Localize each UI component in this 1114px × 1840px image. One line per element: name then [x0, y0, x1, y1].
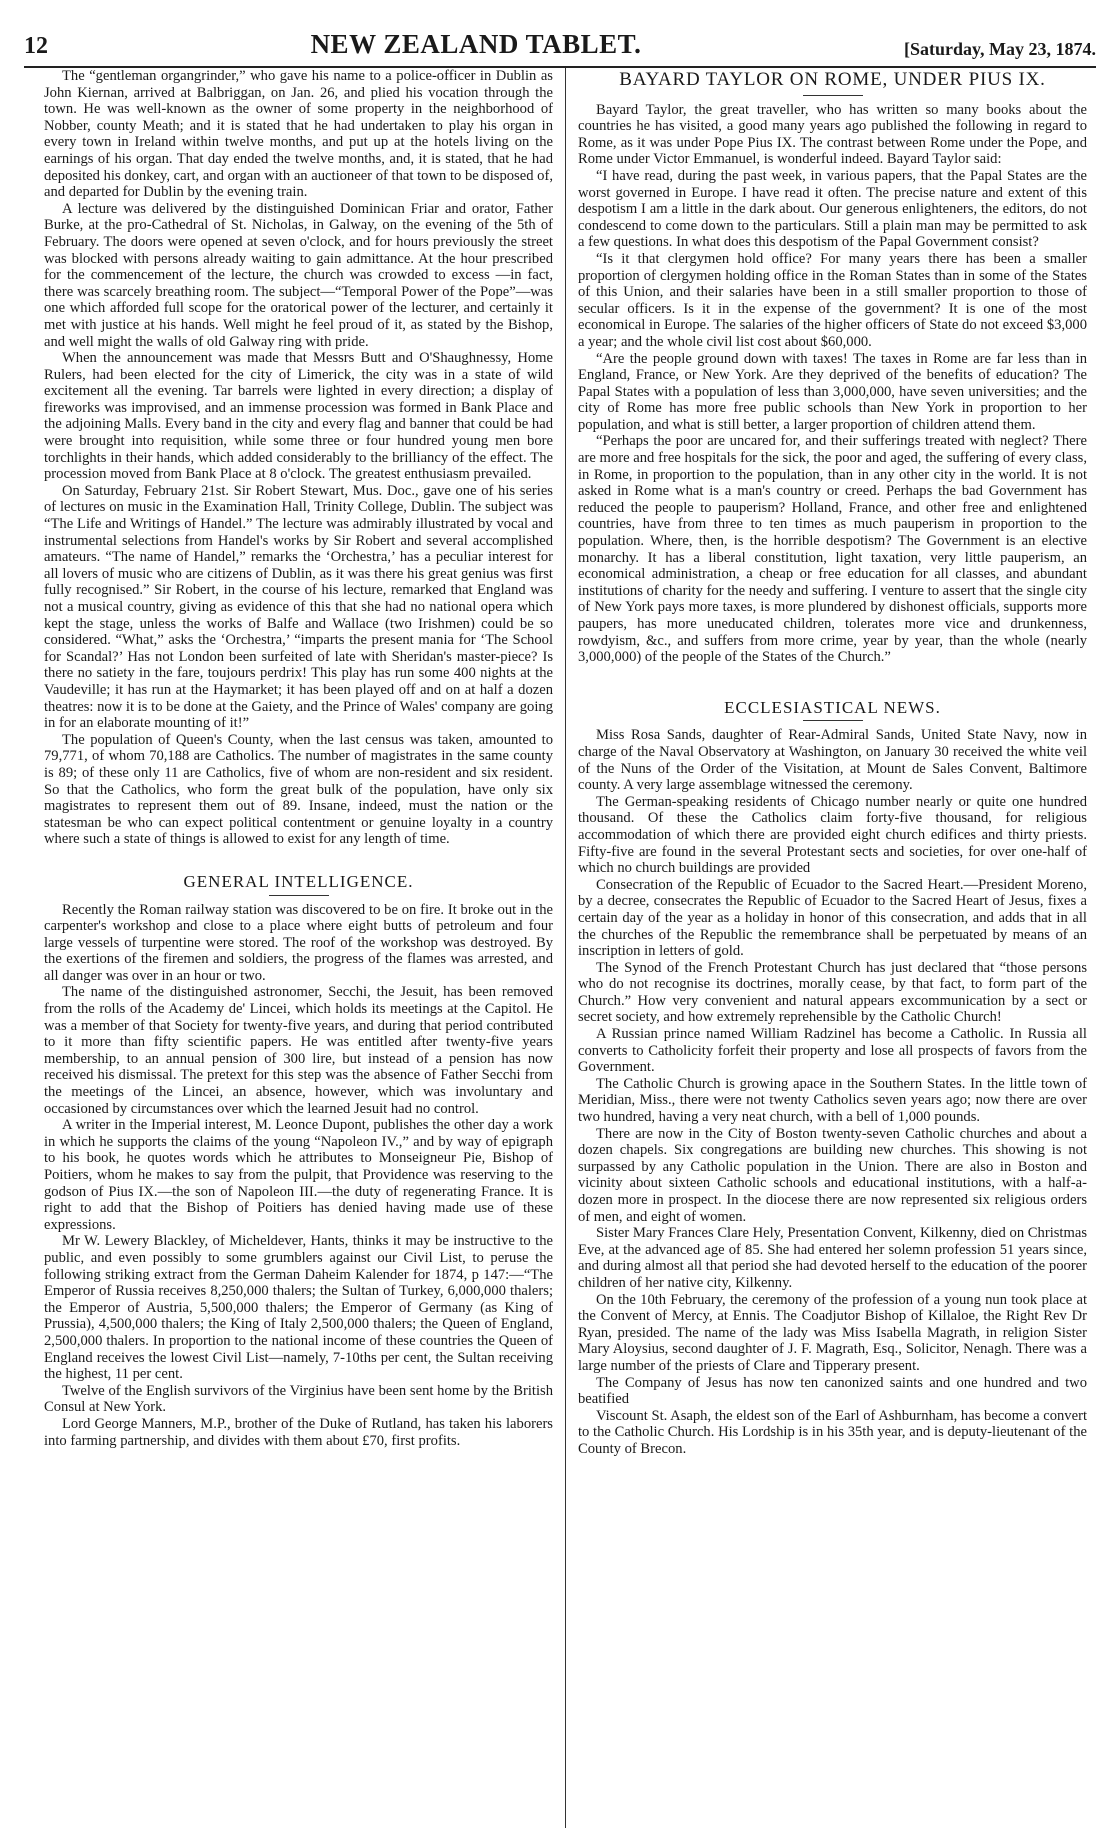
article-paragraph: Twelve of the English survivors of the Virginius have been sent home by the British Consul at New York. [44, 1382, 553, 1416]
article-paragraph: The Catholic Church is growing apace in the Southern States. In the little town of Meridian, Miss., there were not twenty Catholics seven years ago; now there are over two hundred, having a very neat church, with a bell of 1,000 pounds. [578, 1075, 1087, 1126]
masthead [24, 22, 1096, 68]
article-paragraph: “Perhaps the poor are uncared for, and their sufferings treated with neglect? There are more and free hospitals for the sick, the poor and aged, the suffering of every class, in Rome, in proportion to the population, than in any other city in the world. It is not asked in Rome what is a man's country or creed. Perhaps the bad Government has reduced the people to pauperism? Holland, France, and other free and enlightened countries, have from three to ten times as much pauperism in proportion to the population. Where, then, is the horrible despotism? The Government is an elective monarchy. It has a liberal constitution, light taxation, very little pauperism, an economical administration, a cheap or free education for all classes, and abundant institutions of charity for the needy and suffering. I venture to assert that the single city of New York pays more taxes, is more plundered by dishonest officials, supports more paupers, has more uneducated children, tolerates more vice and drunkenness, rowdyism, &c., and suffers from more crime, year by year, than the whole (nearly 3,000,000) of the people of the States of the Church.” [578, 433, 1087, 666]
issue-date: [Saturday, May 23, 1874. [903, 39, 1096, 59]
article-paragraph: The population of Queen's County, when the last census was taken, amounted to 79,771, of whom 70,188 are Catholics. The number of magistrates in the same county is 89; of these only 11 are Catholics, five of whom are non-resident and six resident. So that the Catholics, who form the great bulk of the population, have only six magistrates to represent them out of 89. Insane, indeed, must the nation or the statesman be who can expect political contentment or genuine loyalty in a country where such a state of things is allowed to exist for any length of time. [44, 731, 553, 848]
article-paragraph: On the 10th February, the ceremony of the profession of a young nun took place at the Convent of Mercy, at Ennis. The Coadjutor Bishop of Killaloe, the Right Rev Dr Ryan, presided. The name of the lady was Miss Isabella Magrath, in religion Sister Mary Aloysius, second daughter of J. F. Magrath, Esq., Solicitor, Nenagh. There was a large number of the priests of Clare and Tipperary present. [578, 1291, 1087, 1374]
article-paragraph: Bayard Taylor, the great traveller, who has written so many books about the countries he has visited, a good many years ago published the following in regard to Rome, as it was under Pope Pius IX. The contrast between Rome under the Pope, and Rome under Victor Emmanuel, is wonderful indeed. Bayard Taylor said: [578, 101, 1087, 168]
article-paragraph: A lecture was delivered by the distinguished Dominican Friar and orator, Father Burke, at the pro-Cathedral of St. Nicholas, in Galway, on the evening of the 5th of February. The doors were opened at seven o'clock, and for hours previously the street was blocked with persons already waiting to gain admittance. At the hour prescribed for the commencement of the lecture, the church was crowded to excess —in fact, there was scarcely breathing room. The subject—“Temporal Power of the Pope”—was one which afforded full scope for the oratorical power of the lecturer, and certainly it met with justice at his hands. Well might he feel proud of it, as stated by the Bishop, and well might the walls of old Galway ring with pride. [44, 200, 553, 350]
article-paragraph: When the announcement was made that Messrs Butt and O'Shaughnessy, Home Rulers, had been elected for the city of Limerick, the city was in a state of wild excitement all the evening. Tar barrels were lighted in every direction; a display of fireworks was improvised, and an immense procession was formed in Bank Place and the adjoining Malls. Every band in the city and every flag and banner that could be had were brought into requisition, while some three or four hundred young men bore torchlights in their hands, which added considerably to the brilliancy of the effect. The procession moved from Bank Place at 8 o'clock. The greatest enthusiasm prevailed. [44, 350, 553, 483]
left-column [44, 68, 565, 1828]
article-paragraph: Consecration of the Republic of Ecuador to the Sacred Heart.—President Moreno, by a decree, consecrates the Republic of Ecuador to the Sacred Heart of Jesus, fixes a certain day of the year as a holiday in honor of this consecration, and adds that in all the churches of the Republic the remembrance shall be perpetuated by means of an inscription in letters of gold. [578, 876, 1087, 960]
section-rule [803, 720, 863, 721]
article-paragraph: “Are the people ground down with taxes! The taxes in Rome are far less than in England, France, or New York. Are they deprived of the benefits of education? The Papal States with a population of less than 3,000,000, have seven universities; and the city of Rome has more free public schools than New York in proportion to her population, and what is still better, a larger proportion of children attend them. [578, 350, 1087, 433]
columns [44, 68, 1096, 1828]
article-paragraph: The “gentleman organgrinder,” who gave his name to a police-officer in Dublin as John Kiernan, arrived at Balbriggan, on Jan. 26, and plied his vocation through the town. He was well-known as the owner of some property in the neighborhood of Nobber, county Meath; and it is stated that he had undertaken to play his organ in every town in Ireland within twelve months, and put up at the hotels living on the earnings of his organ. That day ended the twelve months, and, it is stated, that he had deposited his donkey, cart, and organ with an auctioneer of that town to be disposed of, and departed for Dublin by the evening train. [44, 68, 553, 201]
article-paragraph: “Is it that clergymen hold office? For many years there has been a smaller proportion of clergymen holding office in the Roman States than in some of the States of this Union, and their salaries have been in a still smaller proportion to those of secular officers. Is it in the expense of the government? It is one of the most economical in Europe. The salaries of the higher officers of State do not exceed $3,000 a year; and the whole civil list cost about $60,000. [578, 250, 1087, 350]
section-heading-general-intelligence: GENERAL INTELLIGENCE. [183, 871, 414, 891]
section-heading-bayard-taylor: BAYARD TAYLOR ON ROME, UNDER PIUS IX. [619, 69, 1046, 90]
section-rule [803, 95, 863, 96]
section-rule [269, 895, 329, 896]
article-paragraph: The German-speaking residents of Chicago number nearly or quite one hundred thousand. Of these the Catholics claim forty-five thousand, for religious accommodation of which there are provided eight church edifices and thirty priests. Fifty-five are found in the several Protestant sects and societies, for over one-half of which no church buildings are provided [578, 793, 1087, 877]
article-paragraph: Miss Rosa Sands, daughter of Rear-Admiral Sands, United State Navy, now in charge of the Naval Observatory at Washington, on January 30 received the white veil of the Nuns of the Order of the Visitation, at Mount de Sales Convent, Baltimore county. A very large assemblage witnessed the ceremony. [578, 727, 1087, 794]
page-number: 12 [24, 33, 48, 59]
article-paragraph: On Saturday, February 21st. Sir Robert Stewart, Mus. Doc., gave one of his series of lectures on music in the Examination Hall, Trinity College, Dublin. The subject was “The Life and Writings of Handel.” The lecture was admirably illustrated by vocal and instrumental selections from Handel's works by Sir Robert and several accomplished amateurs. “The name of Handel,” remarks the ‘Orchestra,’ has a peculiar interest for all lovers of music who are citizens of Dublin, as it was there his great genius was first fully recognised.” Sir Robert, in the course of his lecture, remarked that England was not a musical country, giving as evidence of this that she had no national opera which kept the stage, unless the works of Balfe and Wallace (two Irishmen) could be so considered. “What,” asks the ‘Orchestra,’ “imparts the present mania for ‘The School for Scandal?’ Has not London been surfeited of late with Sheridan's master-piece? Is there no satiety in the fare, toujours perdrix! This play has run some 400 nights at the Vaudeville; it has run at the Haymarket; it has been played off and on at half a dozen theatres: now it is to be done at the Gaiety, and the Prince of Wales' company are going in for an elaborate mounting of it!” [44, 482, 553, 732]
article-paragraph: Sister Mary Frances Clare Hely, Presentation Convent, Kilkenny, died on Christmas Eve, at the advanced age of 85. She had entered her solemn profession 51 years since, and during almost all that period she had devoted herself to the education of the poorer children of her native city, Kilkenny. [578, 1225, 1087, 1291]
article-paragraph: The Company of Jesus has now ten canonized saints and one hundred and two beatified [578, 1374, 1087, 1408]
article-paragraph: Lord George Manners, M.P., brother of the Duke of Rutland, has taken his laborers into farming partnership, and divides with them about £70, first profits. [44, 1415, 553, 1449]
article-paragraph: Recently the Roman railway station was discovered to be on fire. It broke out in the carpenter's workshop and close to a place where eight butts of petroleum and four large vessels of turpentine were stored. The roof of the workshop was destroyed. By the exertions of the firemen and soldiers, the progress of the flames was arrested, and all danger was over in an hour or two. [44, 901, 553, 984]
section-heading-ecclesiastical-news: ECCLESIASTICAL NEWS. [724, 697, 941, 717]
article-paragraph: Mr W. Lewery Blackley, of Micheldever, Hants, thinks it may be instructive to the public, and even possibly to some grumblers against our Civil List, to peruse the following striking extract from the German Daheim Kalender for 1874, p 147:—“The Emperor of Russia receives 8,250,000 thalers; the Sultan of Turkey, 6,000,000 thalers; the Emperor of Austria, 5,500,000 thalers; the Emperor of Germany (as King of Prussia), 4,500,000 thalers; the King of Italy 2,500,000 thalers; the Queen of England, 2,500,000 thalers. In proportion to the national income of these countries the Queen of England receives the lowest Civil List—namely, 7-10ths per cent, the Sultan receiving the highest, 11 per cent. [44, 1233, 553, 1383]
article-paragraph: There are now in the City of Boston twenty-seven Catholic churches and about a dozen chapels. Six congregations are building new churches. This showing is not surpassed by any Catholic population in the Union. There are also in Boston and vicinity about sixteen Catholic schools and educational institutions, with a half-a-dozen more in prospect. In the diocese there are now represented six religious orders of men, and eight of women. [578, 1125, 1087, 1225]
article-paragraph: The Synod of the French Protestant Church has just declared that “those persons who do not recognise its doctrines, morally cease, by that fact, to form part of the Church.” How very convenient and natural appears excommunication by a sect or secret society, and how extremely reprehensible by the Catholic Church! [578, 959, 1087, 1026]
right-column [565, 68, 1087, 1828]
article-paragraph: “I have read, during the past week, in various papers, that the Papal States are the worst governed in Europe. I have read it often. The precise nature and extent of this despotism I am a little in the dark about. Our generous enlighteners, the editors, do not condescend to come down to the particulars. Still a plain man may be permitted to ask a few questions. In what does this despotism of the Papal Government consist? [578, 167, 1087, 251]
newspaper-title: NEW ZEALAND TABLET. [310, 29, 642, 59]
article-paragraph: A writer in the Imperial interest, M. Leonce Dupont, publishes the other day a work in which he supports the claims of the young “Napoleon IV.,” and by way of epigraph to his book, he quotes words which he attributes to Monseigneur Pie, Bishop of Poitiers, whom he makes to say from the pulpit, that Providence was reserving to the godson of Pius IX.—the son of Napoleon III.—the duty of regenerating France. It is right to add that the Bishop of Poitiers has denied having made use of these expressions. [44, 1117, 553, 1233]
article-paragraph: The name of the distinguished astronomer, Secchi, the Jesuit, has been removed from the rolls of the Academy de' Lincei, which holds its meetings at the Capitol. He was a member of that Society for twenty-five years, and during that period contributed to it more than fifty scientific papers. He was entitled after twenty-five years membership, to an annual pension of 300 lire, but instead of a pension has now received his dismissal. The pretext for this step was the absence of Father Secchi from the meetings of the Lincei, an absence, however, which was involuntary and occasioned by circumstances over which the learned Jesuit had no control. [44, 984, 553, 1117]
article-paragraph: A Russian prince named William Radzinel has become a Catholic. In Russia all converts to Catholicity forfeit their property and lose all prospects of favors from the Government. [578, 1026, 1087, 1076]
article-paragraph: Viscount St. Asaph, the eldest son of the Earl of Ashburnham, has become a convert to the Catholic Church. His Lordship is in his 35th year, and is deputy-lieutenant of the County of Brecon. [578, 1407, 1087, 1457]
